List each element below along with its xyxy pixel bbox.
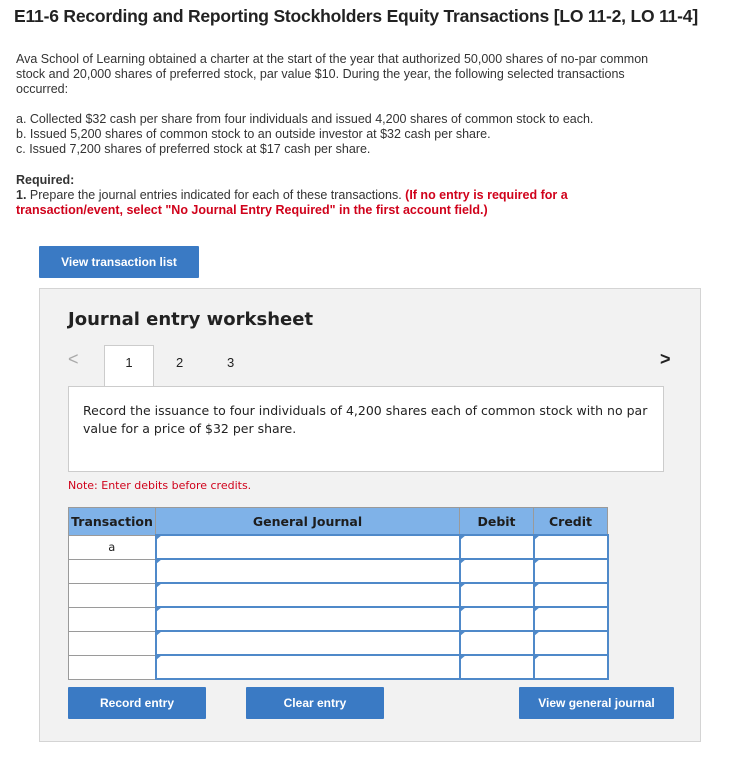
chevron-right-icon[interactable]: > [660, 349, 671, 369]
table-row [69, 631, 608, 655]
transaction-cell: a [69, 535, 156, 559]
column-header-debit: Debit [460, 508, 534, 536]
transaction-cell [69, 655, 156, 679]
tab-label: 1 [125, 355, 133, 370]
required-heading: Required: [16, 173, 75, 187]
required-text: Prepare the journal entries indicated for each of these transactions. [29, 188, 402, 202]
debit-input[interactable] [460, 559, 534, 583]
table-row [69, 583, 608, 607]
column-header-transaction: Transaction [69, 508, 156, 536]
transaction-list [16, 112, 593, 157]
debit-input[interactable] [460, 655, 534, 679]
column-header-general-journal: General Journal [156, 508, 460, 536]
account-input[interactable] [156, 583, 460, 607]
tab-1[interactable] [104, 345, 154, 387]
credit-input[interactable] [534, 535, 608, 559]
transaction-cell [69, 607, 156, 631]
column-header-credit: Credit [534, 508, 608, 536]
table-row [69, 607, 608, 631]
account-input[interactable] [156, 631, 460, 655]
credit-input[interactable] [534, 655, 608, 679]
table-row [69, 535, 608, 559]
transaction-description: Record the issuance to four individuals of 4,200 shares each of common stock with no par value for a price of $32 per share. [68, 386, 664, 472]
transaction-cell [69, 631, 156, 655]
tab-2[interactable]: 2 [176, 355, 184, 370]
table-row [69, 559, 608, 583]
entry-note: Note: Enter debits before credits. [68, 479, 252, 492]
journal-table [68, 507, 609, 680]
debit-input[interactable] [460, 607, 534, 631]
tab-3[interactable]: 3 [227, 355, 235, 370]
account-input[interactable] [156, 607, 460, 631]
clear-entry-button[interactable]: Clear entry [246, 687, 384, 719]
transaction-item: b. Issued 5,200 shares of common stock to an outside investor at $32 cash per share. [16, 127, 491, 141]
table-row [69, 655, 608, 679]
transaction-cell [69, 583, 156, 607]
chevron-left-icon[interactable]: < [68, 349, 79, 369]
journal-entry-worksheet [39, 288, 701, 742]
required-warning: (If no entry is required for a transaction/event, select "No Journal Entry Required" in the first account field.) [16, 188, 568, 217]
view-general-journal-button[interactable]: View general journal [519, 687, 674, 719]
page-title: E11-6 Recording and Reporting Stockholders Equity Transactions [LO 11-2, LO 11-4] [14, 6, 698, 26]
view-transaction-list-button[interactable]: View transaction list [39, 246, 199, 278]
account-input[interactable] [156, 535, 460, 559]
transaction-item: a. Collected $32 cash per share from four individuals and issued 4,200 shares of common stock to each. [16, 112, 594, 126]
credit-input[interactable] [534, 631, 608, 655]
required-number: 1. [16, 188, 27, 202]
credit-input[interactable] [534, 559, 608, 583]
account-input[interactable] [156, 655, 460, 679]
record-entry-button[interactable]: Record entry [68, 687, 206, 719]
transaction-cell [69, 559, 156, 583]
required-instruction [16, 188, 616, 218]
worksheet-title: Journal entry worksheet [68, 309, 314, 330]
credit-input[interactable] [534, 607, 608, 631]
debit-input[interactable] [460, 583, 534, 607]
debit-input[interactable] [460, 535, 534, 559]
account-input[interactable] [156, 559, 460, 583]
transaction-item: c. Issued 7,200 shares of preferred stock at $17 cash per share. [16, 142, 371, 156]
credit-input[interactable] [534, 583, 608, 607]
problem-intro: Ava School of Learning obtained a charter at the start of the year that authorized 50,000 shares of no-par common stock and 20,000 shares of preferred stock, par value $10. During the year, the following selected transactions occurred: [16, 52, 649, 96]
debit-input[interactable] [460, 631, 534, 655]
